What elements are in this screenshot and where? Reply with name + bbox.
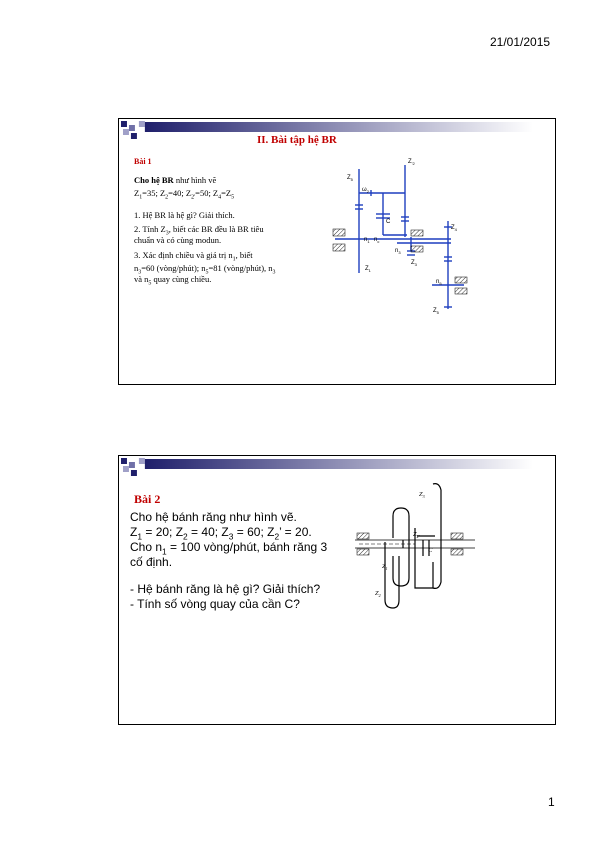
problem-line-1: Cho hệ bánh răng như hình vẽ.	[130, 510, 297, 524]
problem-line-3: Cho $n_1 = 100$ vòng/phút, bánh răng 3 cố định.	[130, 540, 328, 569]
question-3-detail: $n_3=60$ (vòng/phút); $n_5=81$ (vòng/phút), $n_3$ và $n_5$ quay cùng chiều.	[134, 263, 276, 287]
question-2: - Tính số vòng quay của cần C?	[130, 597, 300, 611]
problem-givens: $Z_1=35$; $Z_2=40$; $Z_{2'}=50$; $Z_4=Z_5$	[134, 188, 235, 201]
label-z2-prime: $Z_{2’}$	[413, 531, 420, 539]
label-z5-lower: $Z_5$	[433, 308, 439, 315]
label-z1: $Z_1$	[365, 266, 371, 273]
gear-train-diagram-1	[331, 157, 481, 319]
label-z4: $Z_4$	[451, 225, 457, 232]
section-label: Bài 1	[134, 157, 152, 166]
label-n5: $n_5$	[436, 279, 442, 286]
slide-header-bar	[119, 456, 555, 480]
problem-line-2: $Z_1 = 20$; $Z_2 = 40$; $Z_3 = 60$; $Z_2$’ = 20.	[130, 525, 312, 542]
problem-intro: Cho hệ BR như hình vẽ	[134, 175, 217, 185]
slide-1	[118, 118, 556, 385]
label-omega: $\omega_2$	[362, 187, 369, 194]
section-label: Bài 2	[134, 492, 161, 506]
slide-header-bar	[119, 119, 555, 143]
label-nc: $n_c$	[374, 237, 380, 244]
label-z2-prime: $Z_{’2}$	[408, 159, 415, 166]
question-2: 2. Tính $Z_3$, biết các BR đều là BR tiêu chuẩn và có cùng modun.	[134, 224, 264, 245]
page-number: 1	[548, 795, 555, 809]
label-z3: $Z_3$	[419, 491, 425, 499]
label-c: C	[386, 219, 391, 225]
label-c: C	[428, 547, 433, 554]
slide-2	[118, 455, 556, 725]
question-1: - Hệ bánh răng là hệ gì? Giải thích?	[130, 582, 321, 596]
question-3: 3. Xác định chiều và giá trị $n_1$, biết	[134, 250, 253, 263]
label-z1: $Z_1$	[382, 563, 388, 571]
label-n3: $n_3$	[395, 248, 401, 255]
label-z3: $Z_3$	[411, 260, 417, 267]
header-date: 21/01/2015	[490, 35, 551, 49]
label-z2: $Z_2$	[375, 590, 381, 598]
label-n1: $n_1$	[364, 237, 370, 244]
label-z5: $Z_5$	[347, 175, 353, 182]
gear-train-diagram-2	[355, 478, 475, 618]
question-1: 1. Hệ BR là hệ gì? Giải thích.	[134, 210, 235, 220]
slide-title: II. Bài tập hệ BR	[257, 134, 337, 146]
